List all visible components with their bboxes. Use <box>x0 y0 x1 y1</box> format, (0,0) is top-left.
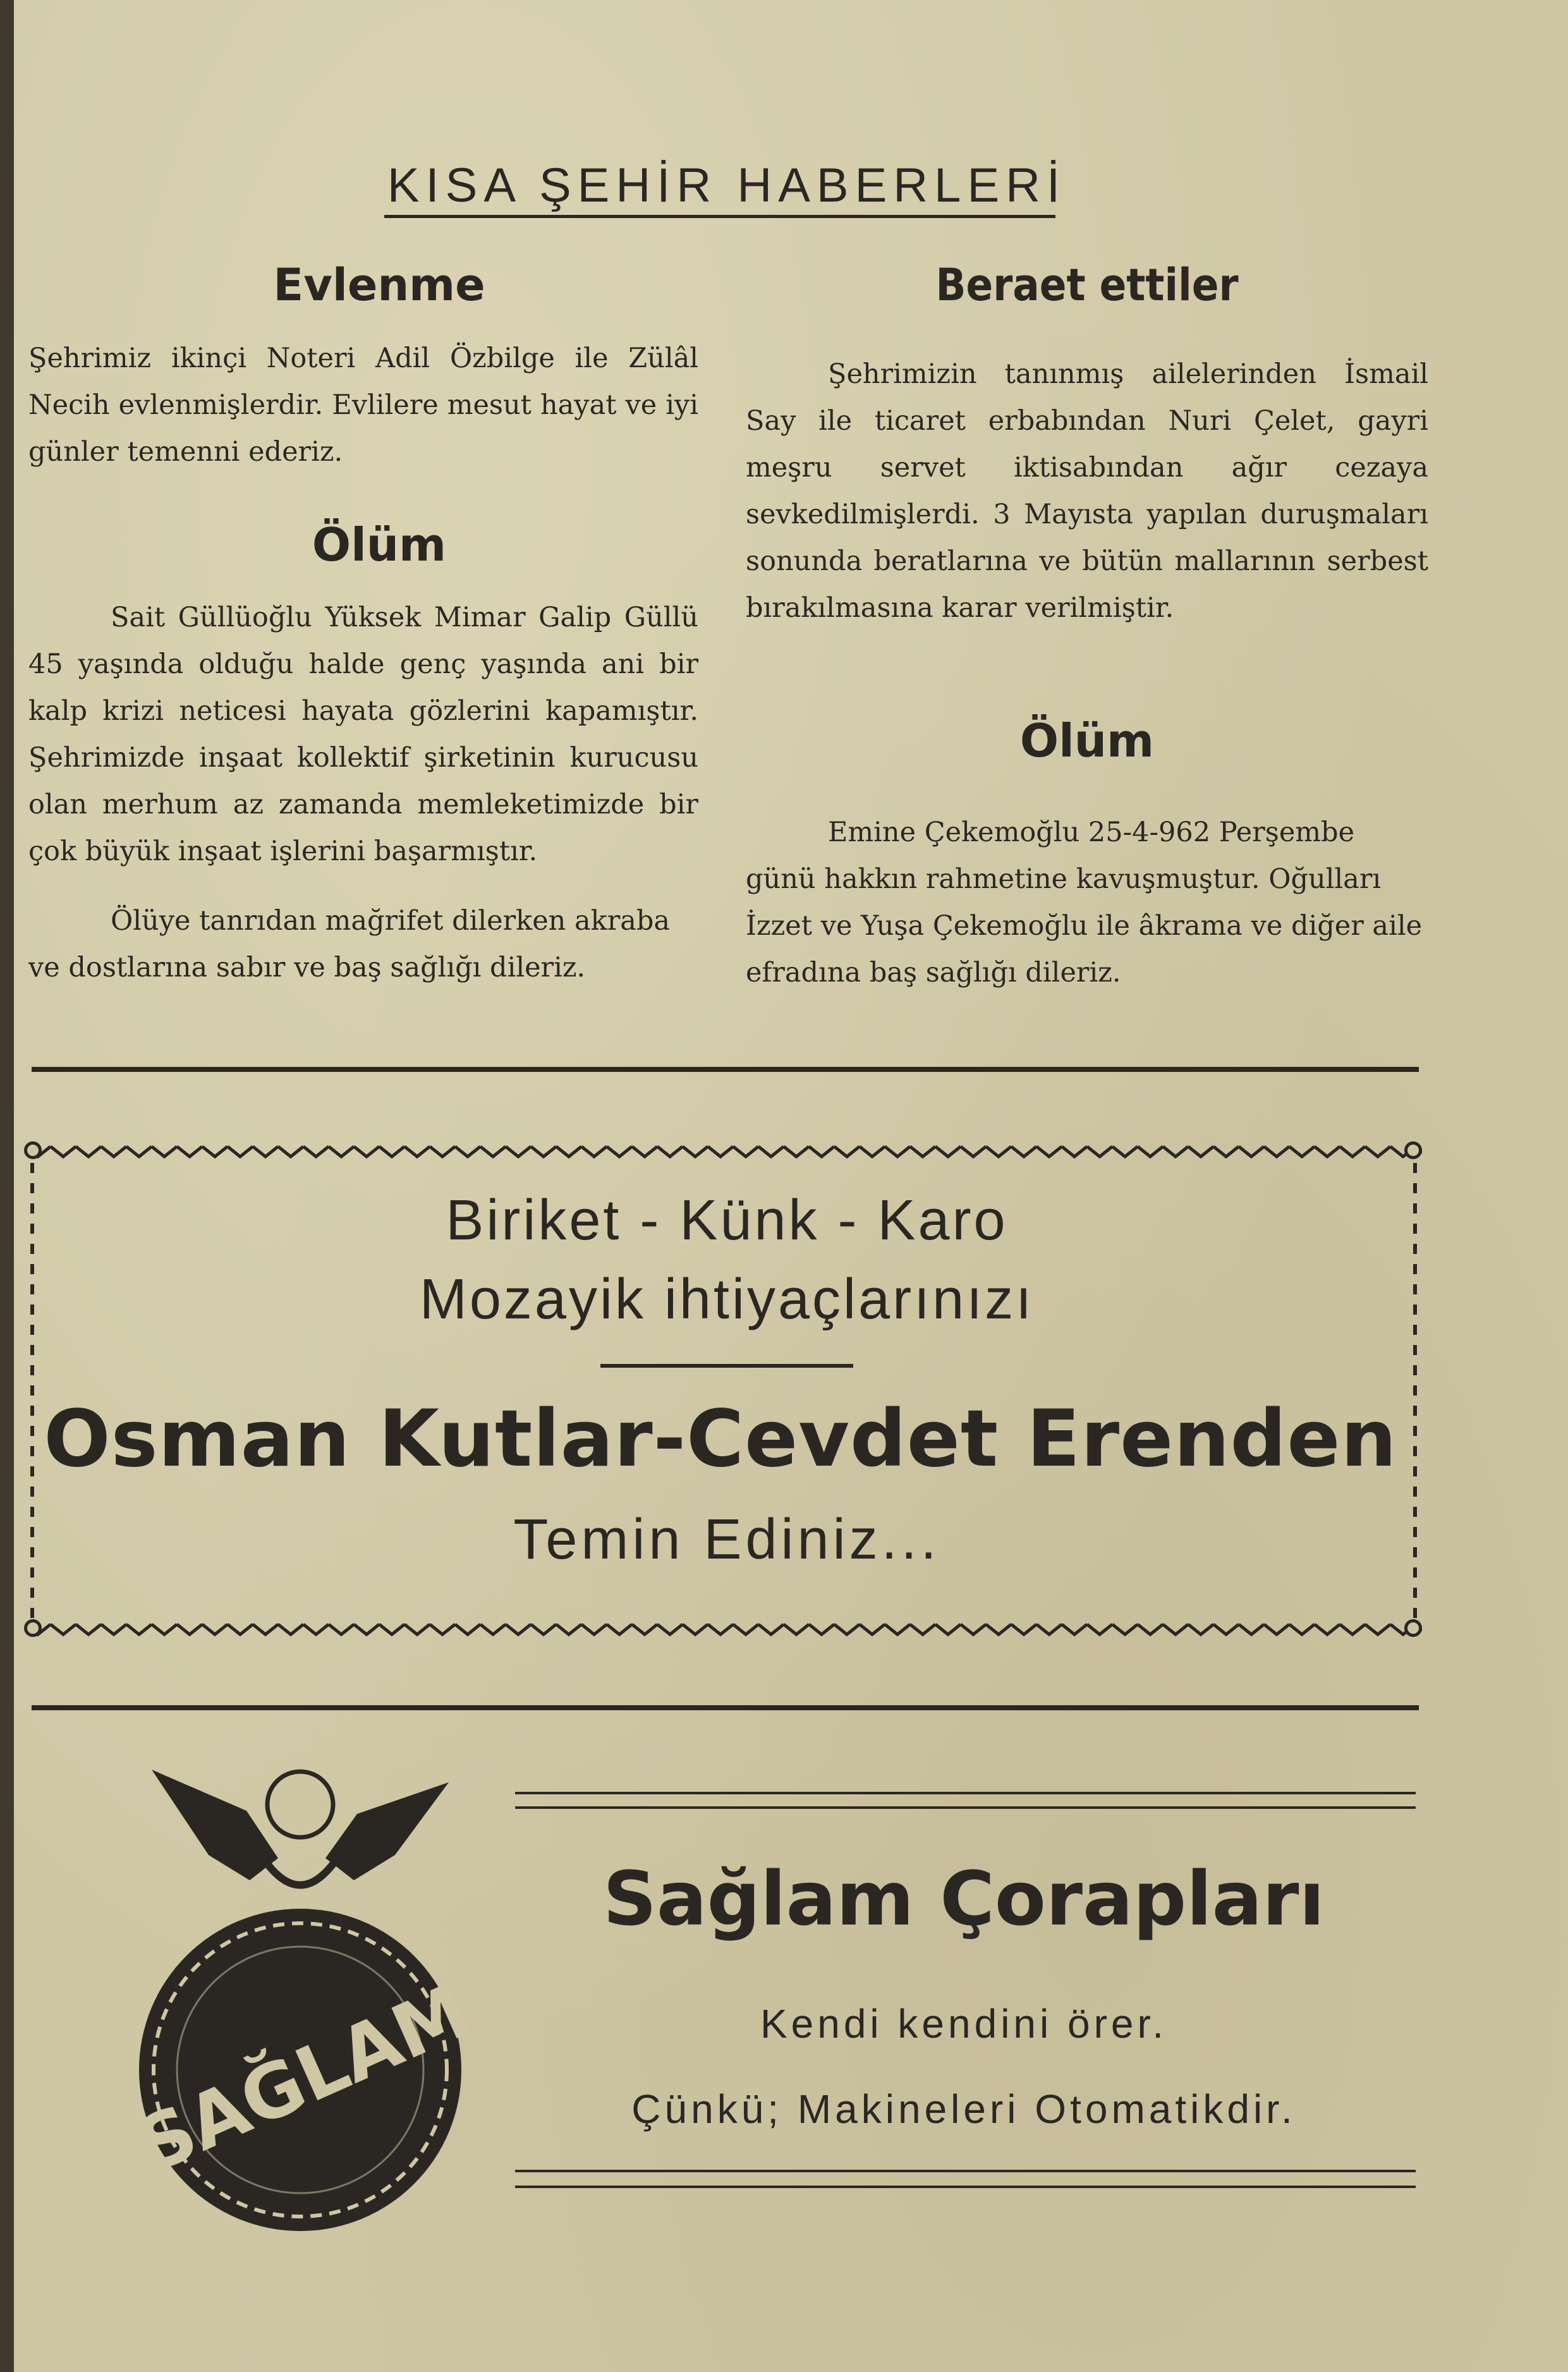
ad1-call-to-action: Temin Ediniz... <box>513 1508 940 1571</box>
ad2-slogan: Kendi kendini örer. <box>760 2001 1168 2047</box>
ad2-rule-3 <box>515 2170 1416 2172</box>
header-underline <box>384 215 1055 218</box>
obituary-heading-right: Ölüm <box>1019 714 1155 767</box>
logo-graphic <box>114 1751 487 2231</box>
border-right <box>1413 1163 1417 1618</box>
ad1-short-rule <box>600 1364 853 1368</box>
section-divider-top <box>32 1067 1419 1072</box>
corner-ornament-bottom-right <box>1404 1619 1422 1637</box>
ad2-rule-4 <box>515 2186 1416 2188</box>
section-title: KISA ŞEHİR HABERLERİ <box>387 159 1067 212</box>
ad2-rule-2 <box>515 1806 1416 1809</box>
ad2-brand-title: Sağlam Çorapları <box>603 1855 1325 1942</box>
wedding-article: Şehrimiz ikinçi Noteri Adil Özbilge ile Zülâl Necih evlenmişlerdir. Evlilere mesut hayat ve iyi günler temenni ederiz. <box>28 343 698 468</box>
acquittal-heading: Beraet ettiler <box>935 259 1239 311</box>
section-divider-bottom <box>32 1705 1419 1710</box>
border-bottom <box>25 1622 1422 1637</box>
ad1-products: Biriket - Künk - Karo <box>446 1189 1008 1252</box>
ad1-company-name: Osman Kutlar-Cevdet Erenden <box>44 1394 1397 1485</box>
wedding-heading: Evlenme <box>273 259 485 311</box>
corner-ornament-top-left <box>24 1141 42 1159</box>
corner-ornament-bottom-left <box>24 1619 42 1637</box>
sock-brand-logo <box>114 1751 487 2231</box>
corner-ornament-top-right <box>1404 1141 1422 1159</box>
obituary-article-left: Sait Güllüoğlu Yüksek Mimar Galip Güllü 45 yaşında olduğu halde genç yaşında ani bir kalp krizi neticesi hayata gözlerini kapamıştır. Şehrimizde inşaat kollektif şirketinin kurucusu olan merhum az zamanda memleketimizde bir çok büyük inşaat işlerini başarmıştır. <box>28 602 698 867</box>
ad1-needs-line: Mozayik ihtiyaçlarınızı <box>419 1268 1035 1331</box>
border-left <box>30 1163 34 1618</box>
obituary-condolence-left: Ölüye tanrıdan mağrifet dilerken akraba ve dostlarına sabır ve baş sağlığı dileriz. <box>28 905 671 983</box>
obituary-heading-left: Ölüm <box>312 518 447 571</box>
logo-wordmark: SAĞLAM <box>125 1966 483 2190</box>
acquittal-article: Şehrimizin tanınmış ailelerinden İsmail Say ile ticaret erbabından Nuri Çelet, gayri meşru servet iktisabından ağır cezaya sevkedilmişlerdi. 3 Mayısta yapılan duruşmaları sonunda beratlarına ve bütün mallarının serbest bırakılmasına karar verilmiştir. <box>746 358 1428 624</box>
border-top <box>25 1144 1422 1159</box>
obituary-article-right: Emine Çekemoğlu 25-4-962 Perşembe günü hakkın rahmetine kavuşmuştur. Oğulları İzzet ve Yuşa Çekemoğlu ile âkrama ve diğer aile efradına baş sağlığı dileriz. <box>746 817 1423 988</box>
binding-edge <box>0 0 14 2372</box>
ad2-rule-1 <box>515 1792 1416 1794</box>
ad2-reason: Çünkü; Makineleri Otomatikdir. <box>631 2086 1296 2132</box>
